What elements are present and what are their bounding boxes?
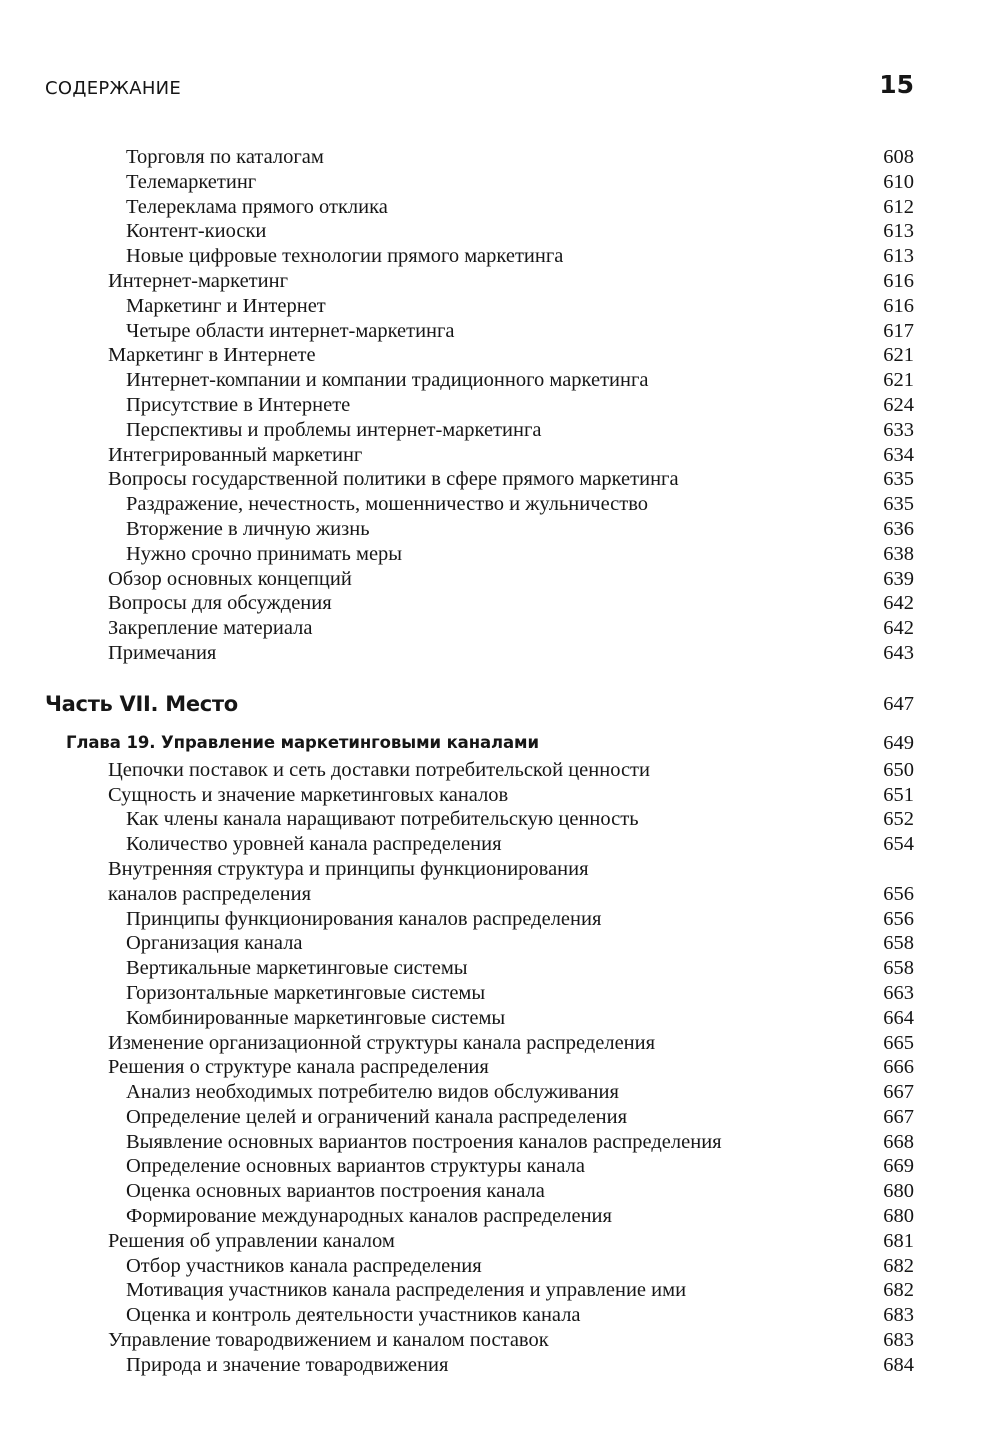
toc-entry-page: 656 [883,882,914,905]
toc-entry[interactable] [0,1154,1000,1179]
toc-entry[interactable] [0,641,1000,666]
toc-entry-page: 667 [883,1081,914,1104]
toc-entry-title: Перспективы и проблемы интернет-маркетинга [126,418,542,441]
toc-entry-page: 638 [883,542,914,565]
toc-entry-title-line: каналов распределения [108,882,312,905]
toc-entry-title: Горизонтальные маркетинговые системы [126,981,486,1004]
toc-entry[interactable] [0,467,1000,492]
toc-entry-page: 682 [883,1279,914,1302]
toc-entry-page: 665 [883,1031,914,1054]
toc-entry-title: Определение основных вариантов структуры канала [126,1155,585,1178]
toc-entry-title: Изменение организационной структуры канала распределения [108,1031,656,1054]
toc-entry-page: 647 [883,692,914,715]
toc-entry[interactable] [0,195,1000,220]
toc-entry[interactable] [0,219,1000,244]
toc-entry[interactable] [0,393,1000,418]
toc-entry-title: Цепочки поставок и сеть доставки потребительской ценности [108,758,650,781]
toc-entry-page: 642 [883,617,914,640]
toc-entry[interactable] [0,269,1000,294]
toc-entry-title: Глава 19. Управление маркетинговыми каналами [66,732,539,752]
toc-entry-title: Отбор участников канала распределения [126,1254,482,1277]
toc-entry-page: 683 [883,1304,914,1327]
toc-entry-title: Мотивация участников канала распределения и управление ими [126,1279,687,1302]
toc-entry[interactable] [0,368,1000,393]
toc-entry-title: Обзор основных концепций [108,567,352,590]
toc-entry-title: Маркетинг в Интернете [108,344,316,367]
toc-entry-page: 608 [883,146,914,168]
toc-entry-page: 668 [883,1130,914,1153]
toc-entry-title: Как члены канала наращивают потребительскую ценность [126,808,639,831]
toc-entry[interactable] [0,567,1000,592]
toc-entry[interactable] [0,591,1000,616]
toc-entry-page: 654 [883,833,914,856]
toc-entry[interactable] [0,956,1000,981]
toc-entry-page: 656 [883,907,914,930]
toc-entry[interactable] [0,443,1000,468]
toc-entry[interactable] [0,1179,1000,1204]
toc-entry-page: 667 [883,1105,914,1128]
toc-entry[interactable] [0,244,1000,269]
toc-entry-page: 624 [883,393,914,416]
toc-entry[interactable] [0,145,1000,170]
toc-entry-page: 650 [883,758,914,781]
toc-entry[interactable] [0,343,1000,368]
toc-entry[interactable] [0,1229,1000,1254]
toc-entry-title: Формирование международных каналов распределения [126,1205,612,1228]
toc-entry-title: Телереклама прямого отклика [126,195,388,218]
toc-entry[interactable] [0,857,1000,907]
toc-entry-page: 621 [883,344,914,367]
toc-section-chapter-19 [0,758,1000,1378]
toc-entry-page: 639 [883,567,914,590]
page-header [45,70,914,106]
toc-entry[interactable] [0,832,1000,857]
toc-entry[interactable] [0,1278,1000,1303]
toc-entry-title: Интернет-компании и компании традиционного маркетинга [126,369,649,392]
toc-entry-title [108,857,589,907]
toc-entry-title: Решения об управлении каналом [108,1229,395,1252]
toc-entry[interactable] [0,1105,1000,1130]
toc-entry[interactable] [0,319,1000,344]
toc-entry-title: Вопросы государственной политики в сфере прямого маркетинга [108,468,679,491]
toc-entry[interactable] [0,907,1000,932]
toc-entry-title: Решения о структуре канала распределения [108,1056,489,1079]
toc-entry-title: Торговля по каталогам [126,146,324,168]
toc-entry-title-line: Внутренняя структура и принципы функционирования [108,857,589,880]
toc-entry-page: 613 [883,245,914,268]
toc-entry[interactable] [0,783,1000,808]
toc-entry[interactable] [0,1055,1000,1080]
toc-entry[interactable] [0,1006,1000,1031]
toc-entry-title: Присутствие в Интернете [126,393,351,416]
toc-entry[interactable] [0,616,1000,641]
toc-entry[interactable] [0,1204,1000,1229]
toc-entry-page: 682 [883,1254,914,1277]
toc-entry-title: Оценка и контроль деятельности участников канала [126,1304,581,1327]
page-number: 15 [879,70,914,99]
toc-entry[interactable] [0,170,1000,195]
toc-entry[interactable] [0,1353,1000,1378]
toc-entry-title: Четыре области интернет-маркетинга [126,319,455,342]
toc-entry[interactable] [0,1031,1000,1056]
toc-entry-title: Закрепление материала [108,617,313,640]
toc-entry-title: Примечания [108,641,217,664]
toc-entry[interactable] [0,1254,1000,1279]
toc-entry-page: 642 [883,592,914,615]
toc-entry-page: 684 [883,1353,914,1376]
running-title: СОДЕРЖАНИЕ [45,78,182,99]
toc-entry[interactable] [0,294,1000,319]
toc-entry-page: 633 [883,418,914,441]
toc-entry-title: Управление товародвижением и каналом поставок [108,1329,549,1352]
toc-entry-title: Природа и значение товародвижения [126,1353,449,1376]
toc-entry-title: Часть VII. Место [45,691,238,716]
toc-entry-page: 680 [883,1180,914,1203]
toc-section-previous-chapter [0,145,1000,666]
toc-entry-page: 613 [883,220,914,243]
toc-entry-page: 617 [883,319,914,342]
toc-entry[interactable] [0,492,1000,517]
toc-entry-title: Анализ необходимых потребителю видов обслуживания [126,1081,619,1104]
toc-entry-page: 634 [883,443,914,466]
table-of-contents [0,145,1000,1378]
toc-entry-title: Вопросы для обсуждения [108,592,332,615]
toc-entry-page: 649 [883,731,914,754]
toc-entry[interactable] [0,1130,1000,1155]
toc-entry-page: 651 [883,783,914,806]
toc-entry-page: 616 [883,294,914,317]
toc-entry-page: 616 [883,269,914,292]
toc-entry-page: 621 [883,369,914,392]
toc-entry-page: 636 [883,517,914,540]
toc-entry-page: 612 [883,195,914,218]
toc-entry-title: Телемаркетинг [126,170,257,193]
toc-entry-title: Количество уровней канала распределения [126,833,502,856]
toc-entry-page: 643 [883,641,914,664]
toc-entry[interactable] [0,758,1000,783]
toc-entry-page: 635 [883,493,914,516]
toc-entry-title: Интернет-маркетинг [108,269,288,292]
toc-entry-title: Комбинированные маркетинговые системы [126,1006,506,1029]
toc-entry-title: Новые цифровые технологии прямого маркетинга [126,245,564,268]
toc-entry-page: 666 [883,1056,914,1079]
toc-entry[interactable] [0,931,1000,956]
toc-entry-title: Маркетинг и Интернет [126,294,326,317]
toc-entry-title: Оценка основных вариантов построения канала [126,1180,545,1203]
toc-entry[interactable] [0,807,1000,832]
toc-entry-title: Интегрированный маркетинг [108,443,363,466]
toc-entry-title: Вертикальные маркетинговые системы [126,957,468,980]
toc-chapter-heading[interactable] [0,728,1000,758]
toc-entry[interactable] [0,517,1000,542]
toc-entry[interactable] [0,981,1000,1006]
toc-entry-title: Контент-киоски [126,220,267,243]
toc-entry-title: Принципы функционирования каналов распределения [126,907,602,930]
toc-entry-title: Выявление основных вариантов построения каналов распределения [126,1130,722,1153]
toc-entry-title: Раздражение, нечестность, мошенничество и жульничество [126,493,649,516]
toc-entry[interactable] [0,1080,1000,1105]
toc-entry-title: Нужно срочно принимать меры [126,542,403,565]
toc-entry-page: 683 [883,1329,914,1352]
toc-entry-title: Определение целей и ограничений канала распределения [126,1105,628,1128]
toc-entry[interactable] [0,1303,1000,1328]
toc-entry-title: Организация канала [126,932,303,955]
toc-entry-page: 658 [883,932,914,955]
toc-entry-page: 680 [883,1205,914,1228]
toc-entry-page: 664 [883,1006,914,1029]
toc-entry-page: 635 [883,468,914,491]
toc-entry-title: Вторжение в личную жизнь [126,517,370,540]
toc-entry[interactable] [0,418,1000,443]
toc-entry-page: 610 [883,170,914,193]
toc-entry-page: 663 [883,981,914,1004]
toc-entry-page: 652 [883,808,914,831]
toc-entry-page: 669 [883,1155,914,1178]
toc-part-heading[interactable] [0,686,1000,722]
toc-entry[interactable] [0,542,1000,567]
toc-entry-page: 681 [883,1229,914,1252]
toc-entry-title: Сущность и значение маркетинговых каналов [108,783,509,806]
toc-entry-page: 658 [883,957,914,980]
toc-entry[interactable] [0,1328,1000,1353]
